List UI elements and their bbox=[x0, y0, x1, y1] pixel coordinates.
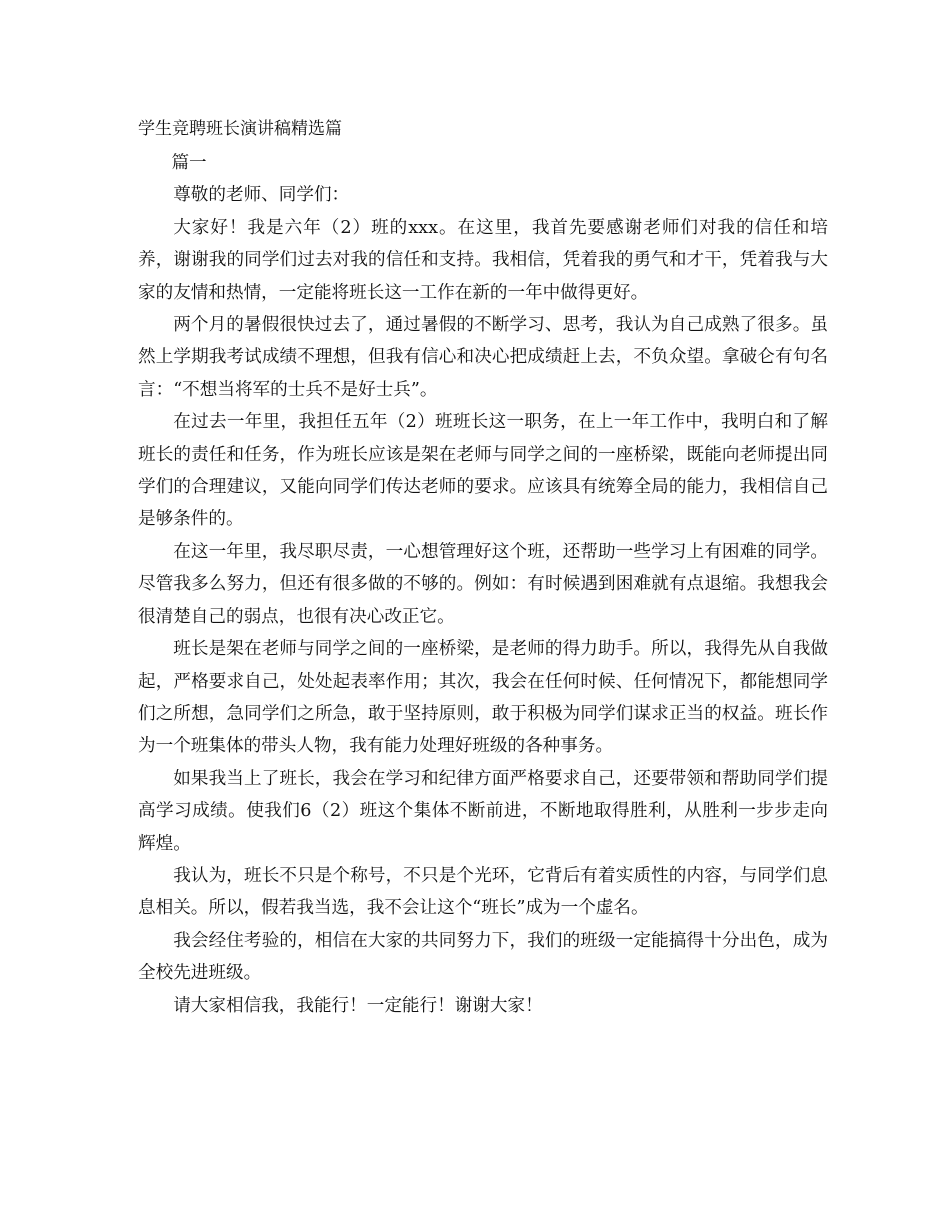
document-body bbox=[138, 147, 828, 1022]
paragraph: 在过去一年里，我担任五年（2）班班长这一职务，在上一年工作中，我明白和了解班长的责任和任务，作为班长应该是架在老师与同学之间的一座桥梁，既能向老师提出同学们的合理建议，又能向同学们传达老师的要求。应该具有统筹全局的能力，我相信自己是够条件的。 bbox=[138, 412, 828, 530]
section-heading: 篇一 bbox=[171, 153, 207, 173]
paragraph: 如果我当上了班长，我会在学习和纪律方面严格要求自己，还要带领和帮助同学们提高学习成绩。使我们6（2）班这个集体不断前进，不断地取得胜利，从胜利一步步走向辉煌。 bbox=[138, 768, 828, 854]
paragraph: 两个月的暑假很快过去了，通过暑假的不断学习、思考，我认为自己成熟了很多。虽然上学期我考试成绩不理想，但我有信心和决心把成绩赶上去，不负众望。拿破仑有句名言：“不想当将军的士兵不是好士兵”。 bbox=[138, 315, 828, 400]
paragraph: 在这一年里，我尽职尽责，一心想管理好这个班，还帮助一些学习上有困难的同学。尽管我多么努力，但还有很多做的不够的。例如：有时候遇到困难就有点退缩。我想我会很清楚自己的弱点，也很有决心改正它。 bbox=[138, 541, 828, 627]
paragraph: 我认为，班长不只是个称号，不只是个光环，它背后有着实质性的内容，与同学们息息相关。所以，假若我当选，我不会让这个“班长”成为一个虚名。 bbox=[138, 865, 828, 919]
paragraph: 大家好！我是六年（2）班的xxx。在这里，我首先要感谢老师们对我的信任和培养，谢谢我的同学们过去对我的信任和支持。我相信，凭着我的勇气和才干，凭着我与大家的友情和热情，一定能将班长这一工作在新的一年中做得更好。 bbox=[138, 217, 828, 303]
salutation: 尊敬的老师、同学们： bbox=[173, 185, 350, 206]
document-title: 学生竞聘班长演讲稿精选篇 bbox=[138, 119, 342, 139]
paragraph: 班长是架在老师与同学之间的一座桥梁，是老师的得力助手。所以，我得先从自我做起，严格要求自己，处处起表率作用；其次，我会在任何时候、任何情况下，都能想同学们之所想，急同学们之所急，敢于坚持原则，敢于积极为同学们谋求正当的权益。班长作为一个班集体的带头人物，我有能力处理好班级的各种事务。 bbox=[138, 639, 828, 757]
closing-paragraph: 请大家相信我，我能行！一定能行！谢谢大家！ bbox=[173, 995, 543, 1016]
paragraph: 我会经住考验的，相信在大家的共同努力下，我们的班级一定能搞得十分出色，成为全校先进班级。 bbox=[138, 930, 828, 984]
